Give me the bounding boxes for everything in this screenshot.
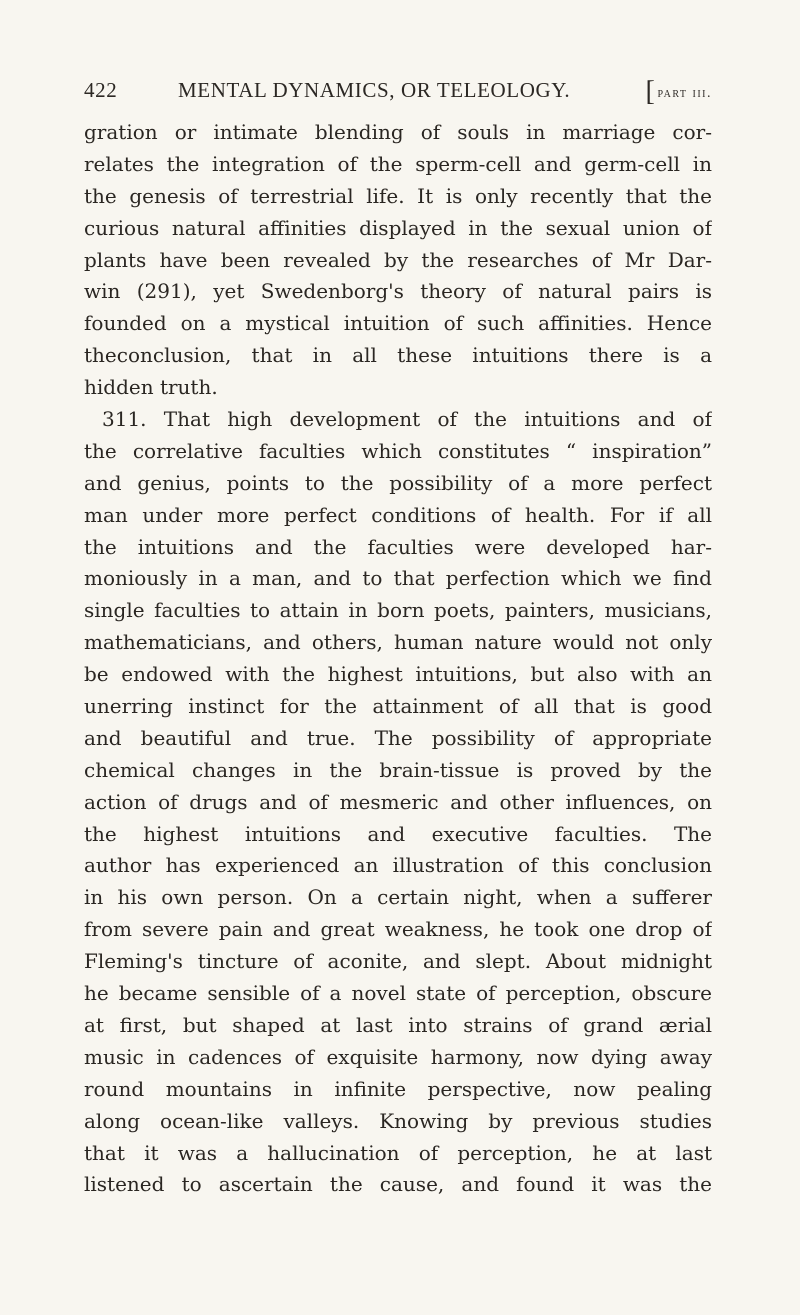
- text-line: unerring instinct for the attainment of all that is good: [84, 694, 712, 719]
- text-line: gration or intimate blending of souls in marriage cor-: [84, 120, 712, 144]
- text-line: in his own person. On a certain night, when a sufferer: [84, 885, 712, 910]
- page-number: 422: [84, 78, 118, 102]
- text-line: win (291), yet Swedenborg's theory of natural pairs is: [84, 279, 712, 304]
- text-line: he became sensible of a novel state of perception, obscure: [84, 981, 712, 1006]
- body-text: [84, 117, 712, 1201]
- text-line: the correlative faculties which constitutes “ inspiration”: [84, 438, 712, 463]
- text-line: round mountains in infinite perspective, now pealing: [84, 1076, 712, 1101]
- text-line: Fleming's tincture of aconite, and slept. About midnight: [84, 949, 712, 974]
- text-line: chemical changes in the brain-tissue is proved by the: [84, 757, 712, 782]
- text-line: and genius, points to the possibility of a more perfect: [84, 470, 712, 495]
- text-line: along ocean-like valleys. Knowing by previous studies: [84, 1108, 712, 1133]
- text-line: plants have been revealed by the researches of Mr Dar-: [84, 247, 712, 272]
- section-label: [645, 76, 712, 107]
- text-line: music in cadences of exquisite harmony, now dying away: [84, 1044, 712, 1069]
- text-line: moniously in a man, and to that perfection which we find: [84, 566, 712, 591]
- text-line: founded on a mystical intuition of such affinities. Hence: [84, 311, 712, 336]
- text-line: action of drugs and of mesmeric and other influences, on: [84, 789, 712, 814]
- text-line: that it was a hallucination of perception, he at last: [84, 1140, 712, 1165]
- text-line: curious natural affinities displayed in the sexual union of: [84, 215, 712, 240]
- text-line: at first, but shaped at last into strains of grand ærial: [84, 1012, 712, 1037]
- running-header: [84, 78, 712, 108]
- text-line: relates the integration of the sperm-cell and germ-cell in: [84, 151, 712, 176]
- text-line: and beautiful and true. The possibility of appropriate: [84, 725, 712, 750]
- text-line: be endowed with the highest intuitions, but also with an: [84, 662, 712, 687]
- text-line: mathematicians, and others, human nature would not only: [84, 630, 712, 655]
- running-title: MENTAL DYNAMICS, OR TELEOLOGY.: [178, 78, 571, 102]
- text-line: listened to ascertain the cause, and found it was the: [84, 1172, 712, 1197]
- text-line: the highest intuitions and executive faculties. The: [84, 821, 712, 846]
- paragraph-start-line: 311. That high development of the intuitions and of: [102, 407, 712, 432]
- text-line: the genesis of terrestrial life. It is only recently that the: [84, 183, 712, 208]
- section-label-text: part iii.: [657, 86, 712, 101]
- text-line: theconclusion, that in all these intuitions there is a: [84, 343, 712, 368]
- text-line: from severe pain and great weakness, he took one drop of: [84, 917, 712, 942]
- section-bracket: [: [645, 76, 656, 107]
- text-line: man under more perfect conditions of health. For if all: [84, 502, 712, 527]
- text-line: single faculties to attain in born poets, painters, musicians,: [84, 598, 712, 623]
- text-line: author has experienced an illustration of this conclusion: [84, 853, 712, 878]
- text-line: hidden truth.: [84, 375, 218, 400]
- text-line: the intuitions and the faculties were developed har-: [84, 534, 712, 559]
